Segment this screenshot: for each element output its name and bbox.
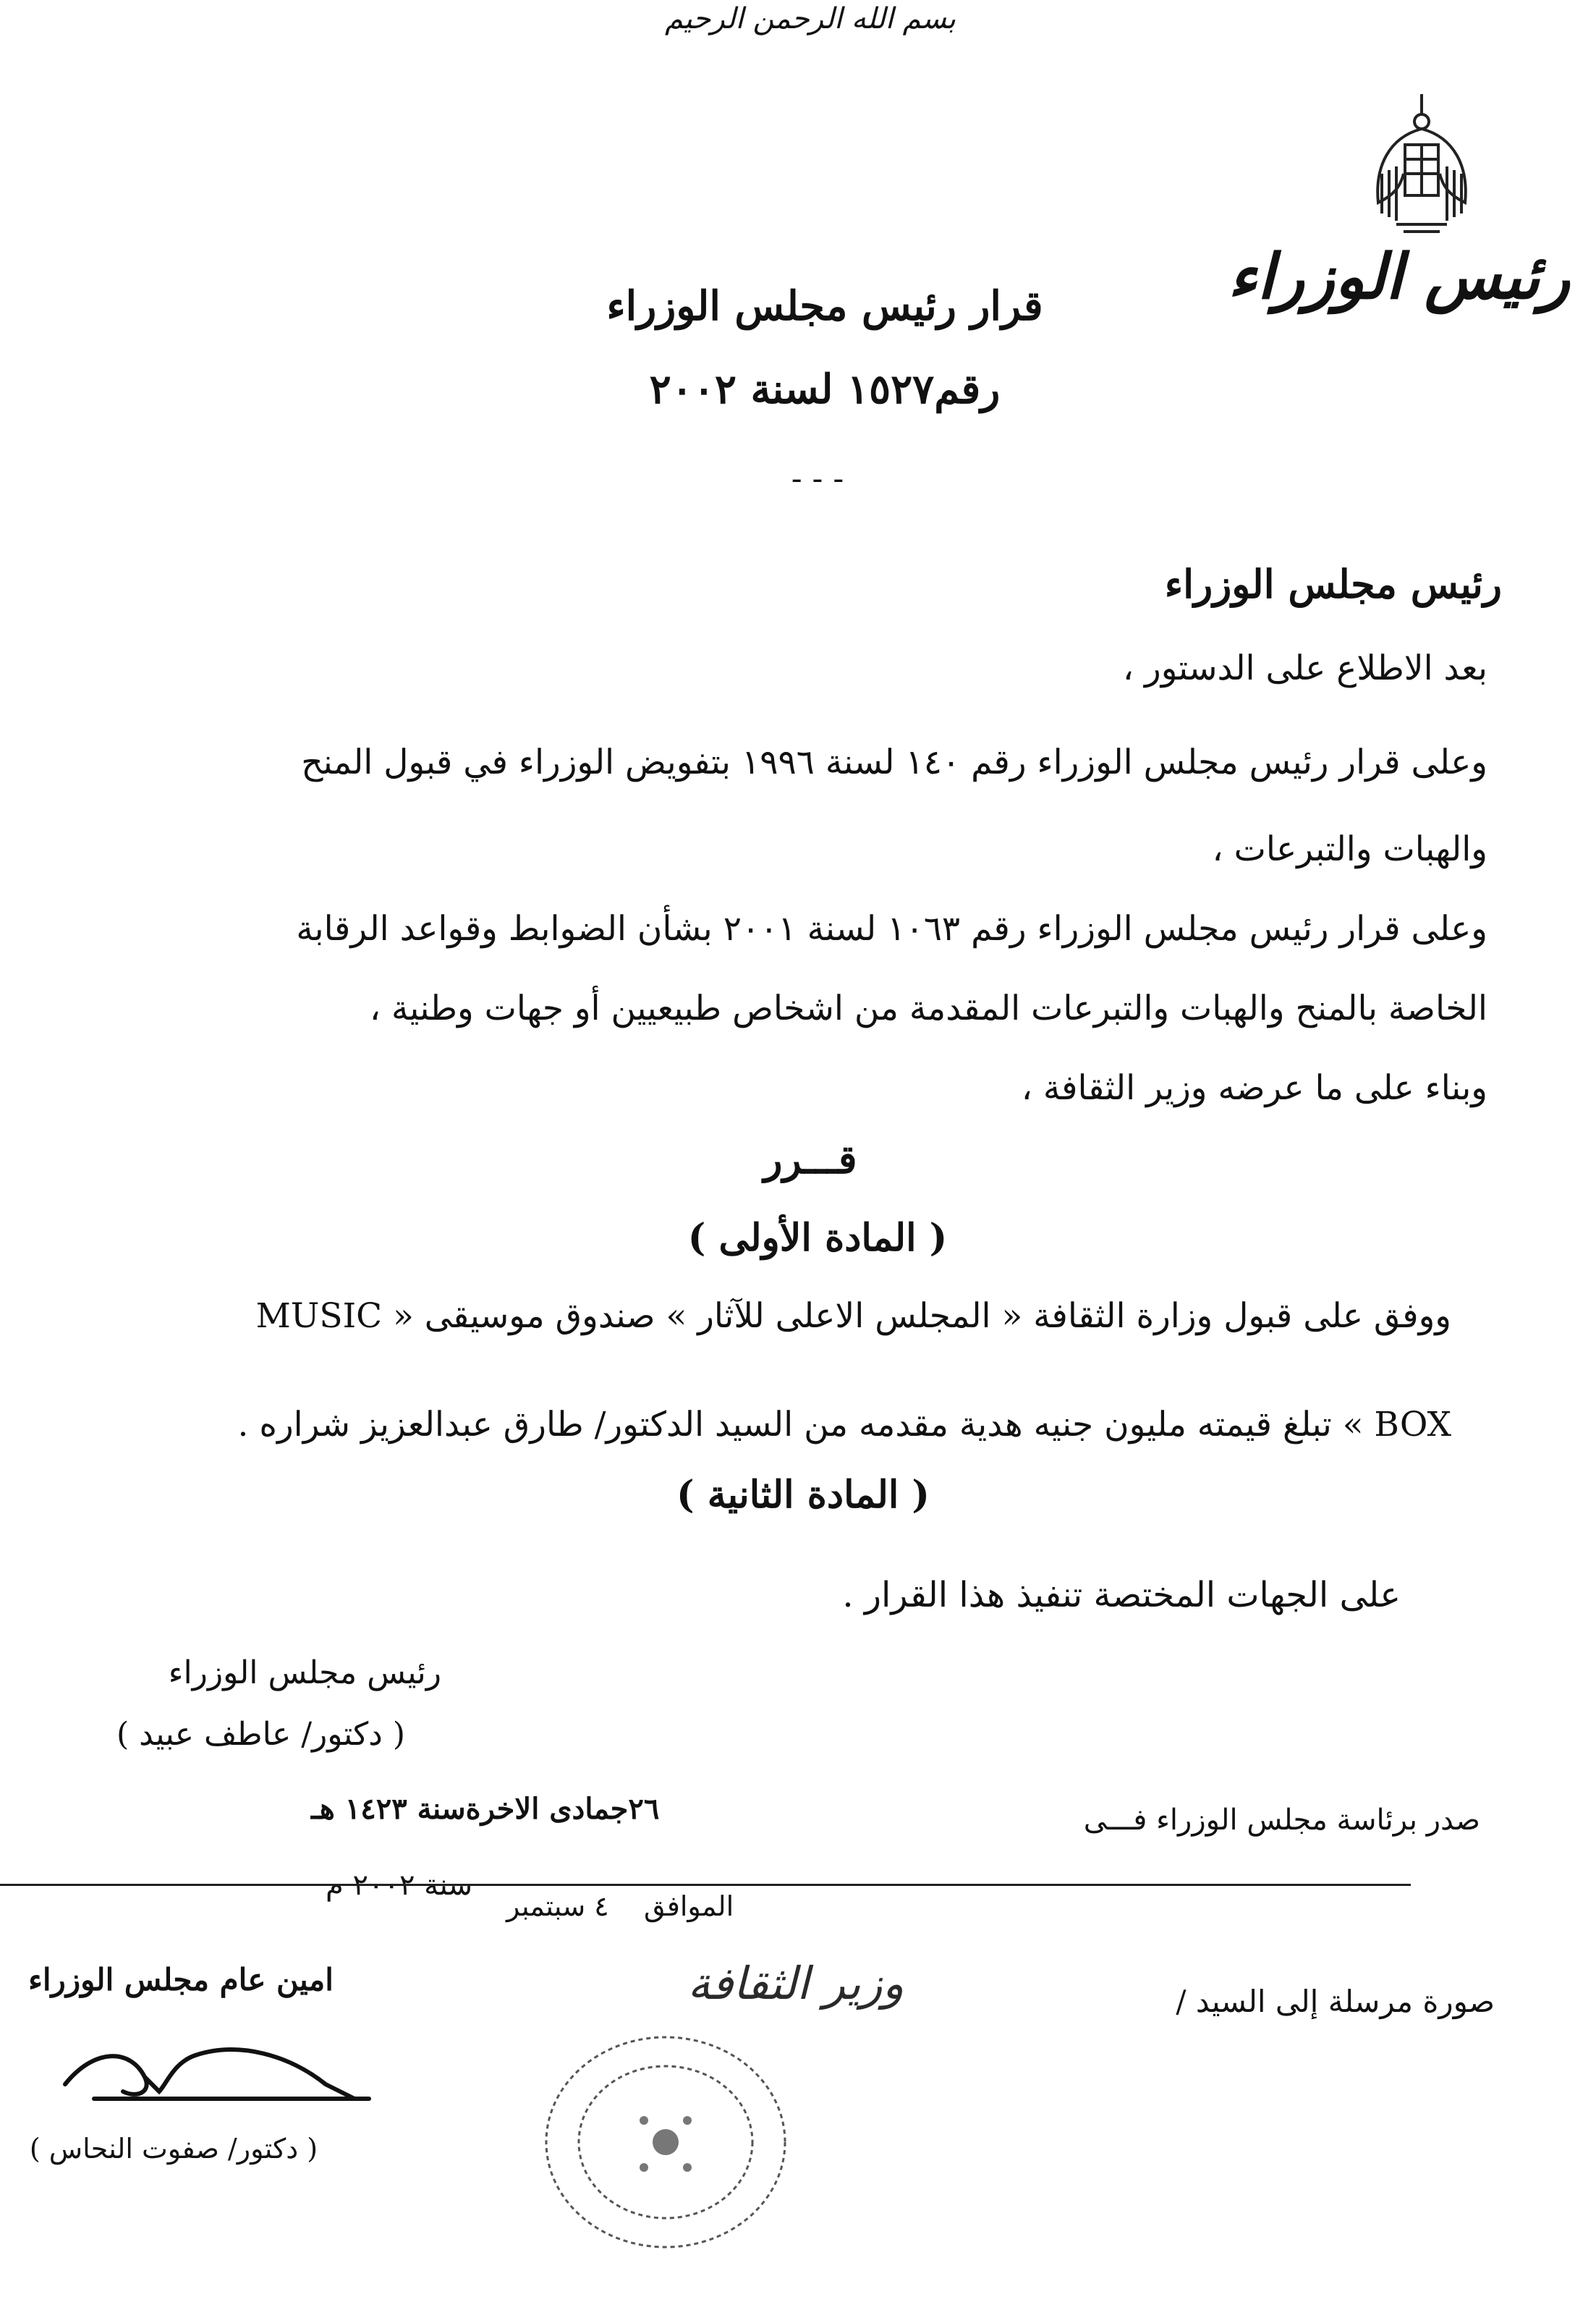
article-2-title: ( المادة الثانية ): [676, 1473, 930, 1517]
secretary-title: امين عام مجلس الوزراء: [28, 1962, 334, 1997]
decree-title: قرار رئيس مجلس الوزراء: [606, 282, 1043, 330]
official-seal-icon: [535, 2026, 796, 2258]
decree-number: رقم١٥٢٧ لسنة ٢٠٠٢: [649, 365, 1001, 413]
signatory-name: ( دكتور/ عاطف عبيد ): [116, 1716, 405, 1753]
issuance-line: صدر برئاسة مجلس الوزراء فـــى: [1083, 1803, 1480, 1837]
eagle-emblem-icon: [1360, 87, 1483, 246]
copy-to-label: صورة مرسلة إلى السيد /: [1176, 1984, 1495, 2019]
corresponding-label: الموافق: [644, 1890, 734, 1922]
signatory-title: رئيس مجلس الوزراء: [168, 1654, 441, 1691]
article-1-text-line1: ووفق على قبول وزارة الثقافة « المجلس الاعلى للآثار » صندوق موسيقى « MUSIC: [255, 1296, 1451, 1336]
minister-handwritten-signature: وزير الثقافة: [687, 1957, 904, 2010]
footer-divider: [0, 1884, 1411, 1886]
article-1-text-line2: BOX » تبلغ قيمته مليون جنيه هدية مقدمه من السيد الدكتور/ طارق عبدالعزيز شراره .: [237, 1405, 1451, 1444]
preamble-item: وبناء على ما عرضه وزير الثقافة ،: [1021, 1068, 1487, 1108]
pm-logo: رئيس الوزراء: [1228, 240, 1570, 313]
preamble-item: الخاصة بالمنح والهبات والتبرعات المقدمة من اشخاص طبيعيين أو جهات وطنية ،: [369, 989, 1487, 1028]
secretary-signature-icon: [51, 2019, 376, 2113]
preamble-item: بعد الاطلاع على الدستور ،: [1122, 648, 1487, 688]
title-separator: - - -: [791, 460, 844, 497]
article-2-text: على الجهات المختصة تنفيذ هذا القرار .: [842, 1575, 1401, 1615]
basmala: بسم الله الرحمن الرحيم: [664, 2, 956, 35]
gregorian-year: سنة ٢٠٠٢ م: [326, 1869, 473, 1902]
decision-heading: قـــرر: [763, 1136, 857, 1183]
gregorian-day: ٤ سبتمبر: [506, 1890, 609, 1922]
secretary-name: ( دكتور/ صفوت النحاس ): [29, 2133, 318, 2165]
issuer-heading: رئيس مجلس الوزراء: [1164, 561, 1502, 607]
preamble-item: وعلى قرار رئيس مجلس الوزراء رقم ١٠٦٣ لسنة ٢٠٠١ بشأن الضوابط وقواعد الرقابة: [296, 909, 1487, 949]
hijri-date: ٢٦جمادى الاخرةسنة ١٤٢٣ هـ: [311, 1792, 660, 1826]
preamble-item: والهبات والتبرعات ،: [1212, 829, 1487, 869]
preamble-item: وعلى قرار رئيس مجلس الوزراء رقم ١٤٠ لسنة ١٩٩٦ بتفويض الوزراء في قبول المنح: [301, 743, 1487, 782]
article-1-title: ( المادة الأولى ): [687, 1216, 948, 1260]
